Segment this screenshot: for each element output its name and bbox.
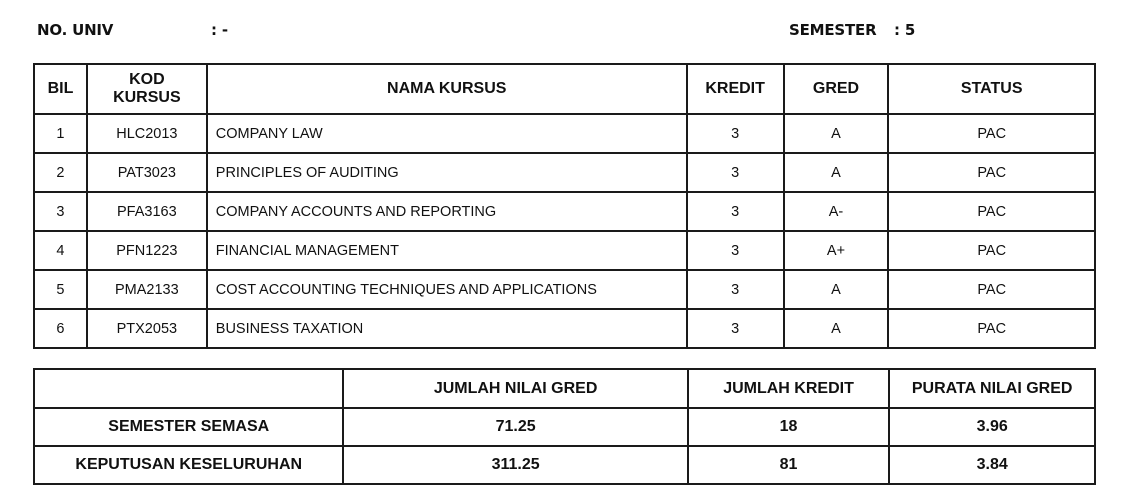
cell-jumlah-nilai-gred: 311.25 (343, 446, 687, 484)
summary-corner-cell (34, 369, 343, 408)
cell-kod-kursus: PTX2053 (87, 309, 207, 348)
cell-bil: 5 (34, 270, 87, 309)
cell-gred: A (784, 309, 889, 348)
table-row (34, 153, 1095, 192)
cell-gred: A (784, 270, 889, 309)
col-header-jumlah-kredit: JUMLAH KREDIT (688, 369, 890, 408)
cell-status: PAC (888, 231, 1095, 270)
summary-row (34, 446, 1095, 484)
cell-purata-nilai-gred: 3.96 (889, 408, 1095, 446)
cell-kredit: 3 (687, 153, 784, 192)
cell-bil: 4 (34, 231, 87, 270)
cell-nama-kursus: COMPANY ACCOUNTS AND REPORTING (207, 192, 687, 231)
cell-kod-kursus: HLC2013 (87, 114, 207, 153)
table-row (34, 192, 1095, 231)
cell-gred: A+ (784, 231, 889, 270)
cell-kredit: 3 (687, 309, 784, 348)
cell-jumlah-kredit: 81 (688, 446, 890, 484)
cell-kod-kursus: PAT3023 (87, 153, 207, 192)
col-header-nama-kursus: NAMA KURSUS (207, 64, 687, 114)
cell-nama-kursus: COMPANY LAW (207, 114, 687, 153)
cell-gred: A (784, 114, 889, 153)
cell-status: PAC (888, 153, 1095, 192)
summary-row-label: SEMESTER SEMASA (34, 408, 343, 446)
cell-status: PAC (888, 270, 1095, 309)
cell-gred: A (784, 153, 889, 192)
courses-table (33, 63, 1096, 349)
cell-status: PAC (888, 114, 1095, 153)
cell-jumlah-nilai-gred: 71.25 (343, 408, 687, 446)
table-row (34, 231, 1095, 270)
table-row (34, 114, 1095, 153)
cell-kredit: 3 (687, 270, 784, 309)
col-header-jumlah-nilai-gred: JUMLAH NILAI GRED (343, 369, 687, 408)
col-header-kod-kursus: KOD KURSUS (87, 64, 207, 114)
univ-label: NO. UNIV (37, 21, 114, 39)
semester-value: : 5 (894, 21, 916, 39)
col-header-bil: BIL (34, 64, 87, 114)
univ-value: : - (211, 21, 228, 39)
semester-label: SEMESTER (789, 21, 877, 39)
table-row (34, 270, 1095, 309)
cell-nama-kursus: PRINCIPLES OF AUDITING (207, 153, 687, 192)
cell-status: PAC (888, 192, 1095, 231)
summary-header-row (34, 369, 1095, 408)
cell-purata-nilai-gred: 3.84 (889, 446, 1095, 484)
cell-nama-kursus: BUSINESS TAXATION (207, 309, 687, 348)
courses-header-row (34, 64, 1095, 114)
cell-kredit: 3 (687, 192, 784, 231)
cell-kod-kursus: PFA3163 (87, 192, 207, 231)
cell-jumlah-kredit: 18 (688, 408, 890, 446)
cell-status: PAC (888, 309, 1095, 348)
cell-kredit: 3 (687, 114, 784, 153)
cell-bil: 2 (34, 153, 87, 192)
cell-nama-kursus: FINANCIAL MANAGEMENT (207, 231, 687, 270)
cell-kod-kursus: PMA2133 (87, 270, 207, 309)
cell-kod-kursus: PFN1223 (87, 231, 207, 270)
col-header-status: STATUS (888, 64, 1095, 114)
cell-bil: 6 (34, 309, 87, 348)
cell-gred: A- (784, 192, 889, 231)
cell-bil: 1 (34, 114, 87, 153)
cell-bil: 3 (34, 192, 87, 231)
col-header-kredit: KREDIT (687, 64, 784, 114)
cell-kredit: 3 (687, 231, 784, 270)
col-header-gred: GRED (784, 64, 889, 114)
col-header-purata-nilai-gred: PURATA NILAI GRED (889, 369, 1095, 408)
summary-row (34, 408, 1095, 446)
cell-nama-kursus: COST ACCOUNTING TECHNIQUES AND APPLICATIONS (207, 270, 687, 309)
table-row (34, 309, 1095, 348)
summary-table (33, 368, 1096, 485)
summary-row-label: KEPUTUSAN KESELURUHAN (34, 446, 343, 484)
